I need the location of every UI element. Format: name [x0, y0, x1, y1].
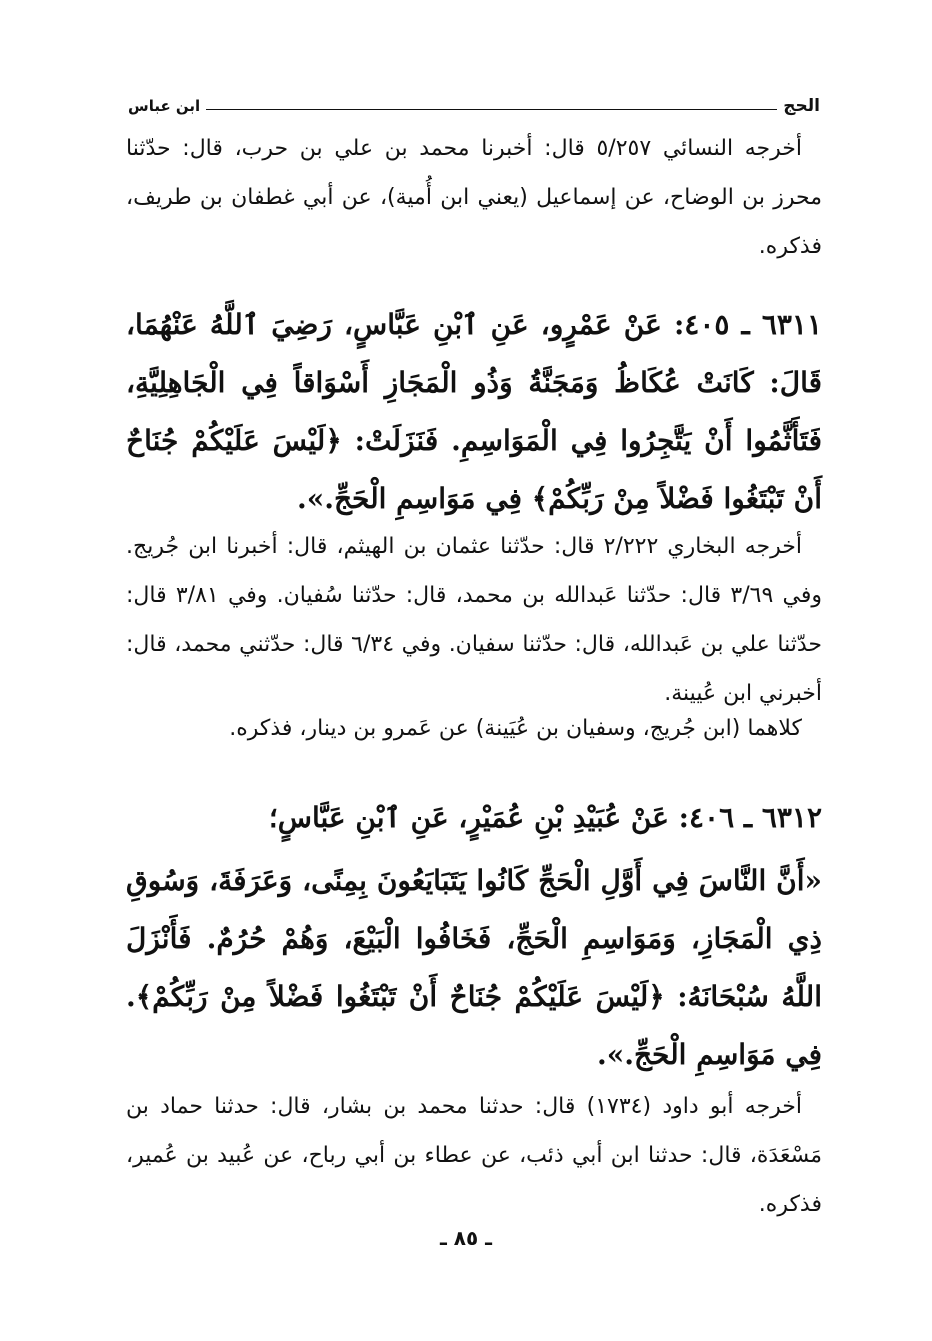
- takhrij-note-3: [150, 704, 822, 750]
- hadith-6312: [126, 852, 822, 1084]
- takhrij-note-4-text: أخرجه أبو داود (١٧٣٤) قال: حدثنا محمد بن بشار، قال: حدثنا حماد بن مَسْعَدَة، قال: حدثنا ابن أبي ذئب، عن عطاء بن أبي رباح، عن عُبيد بن عُمير، فذكره.: [126, 1094, 822, 1217]
- hadith-6312-heading: [126, 795, 822, 841]
- hadith-6311: [126, 296, 822, 526]
- hadith-6311-text: ٦٣١١ ـ ٤٠٥: عَنْ عَمْرٍو، عَنِ ٱبْنِ عَبَّاسٍ، رَضِيَ ٱللَّهُ عَنْهُمَا، قَالَ: كَانَتْ عُكَاظُ وَمَجَنَّةُ وَذُو الْمَجَازِ أَسْوَاقاً فِي الْجَاهِلِيَّةِ، فَتَأَثَّمُوا أَنْ يَتَّجِرُوا فِي الْمَوَاسِمِ. فَنَزَلَتْ: ﴿لَيْسَ عَلَيْكُمْ جُنَاحٌ أَنْ تَبْتَغُوا فَضْلاً مِنْ رَبِّكُمْ﴾ فِي مَوَاسِمِ الْحَجِّ.».: [126, 308, 822, 515]
- running-head-section: ابن عباس: [128, 97, 201, 115]
- running-head-chapter: الحج: [783, 96, 820, 116]
- running-head: [128, 86, 820, 116]
- takhrij-note-2-text: أخرجه البخاري ٢/٢٢٢ قال: حدّثنا عثمان بن الهيثم، قال: أخبرنا ابن جُريج. وفي ٣/٦٩ قال: حدّثنا عَبدالله بن محمد، قال: حدّثنا سُفيان. وفي ٣/٨١ قال: حدّثنا علي بن عَبدالله، قال: حدّثنا سفيان. وفي ٦/٣٤ قال: حدّثني محمد، قال: أخبرني ابن عُيينة.: [126, 534, 822, 706]
- takhrij-note-3-text: كلاهما (ابن جُريج، وسفيان بن عُيَينة) عن عَمرو بن دينار، فذكره.: [229, 716, 802, 741]
- page-number: ـ ٨٥ ـ: [439, 1226, 493, 1250]
- takhrij-note-2: [126, 522, 822, 706]
- hadith-6312-text: «أَنَّ النَّاسَ فِي أَوَّلِ الْحَجِّ كَانُوا يَتَبَايَعُونَ بِمِنًى، وَعَرَفَةَ، وَسُوقِ ذِي الْمَجَازِ، وَمَوَاسِمِ الْحَجِّ، فَخَافُوا الْبَيْعَ، وَهُمْ حُرُمٌ. فَأَنْزَلَ اللَّهُ سُبْحَانَهُ: ﴿لَيْسَ عَلَيْكُمْ جُنَاحٌ أَنْ تَبْتَغُوا فَضْلاً مِنْ رَبِّكُمْ﴾. فِي مَوَاسِمِ الْحَجِّ.».: [126, 864, 822, 1071]
- hadith-6312-heading-text: ٦٣١٢ ـ ٤٠٦: عَنْ عُبَيْدِ بْنِ عُمَيْرٍ، عَنِ ٱبْنِ عَبَّاسٍ؛: [268, 801, 822, 834]
- takhrij-note-1-text: أخرجه النسائي ٥/٢٥٧ قال: أخبرنا محمد بن علي بن حرب، قال: حدّثنا محرز بن الوضاح، عن إسماعيل (يعني ابن أُمية)، عن أبي غطفان بن طريف، فذكره.: [126, 136, 822, 259]
- running-head-rule: [206, 109, 777, 110]
- takhrij-note-4: [126, 1082, 822, 1228]
- takhrij-note-1: [126, 124, 822, 274]
